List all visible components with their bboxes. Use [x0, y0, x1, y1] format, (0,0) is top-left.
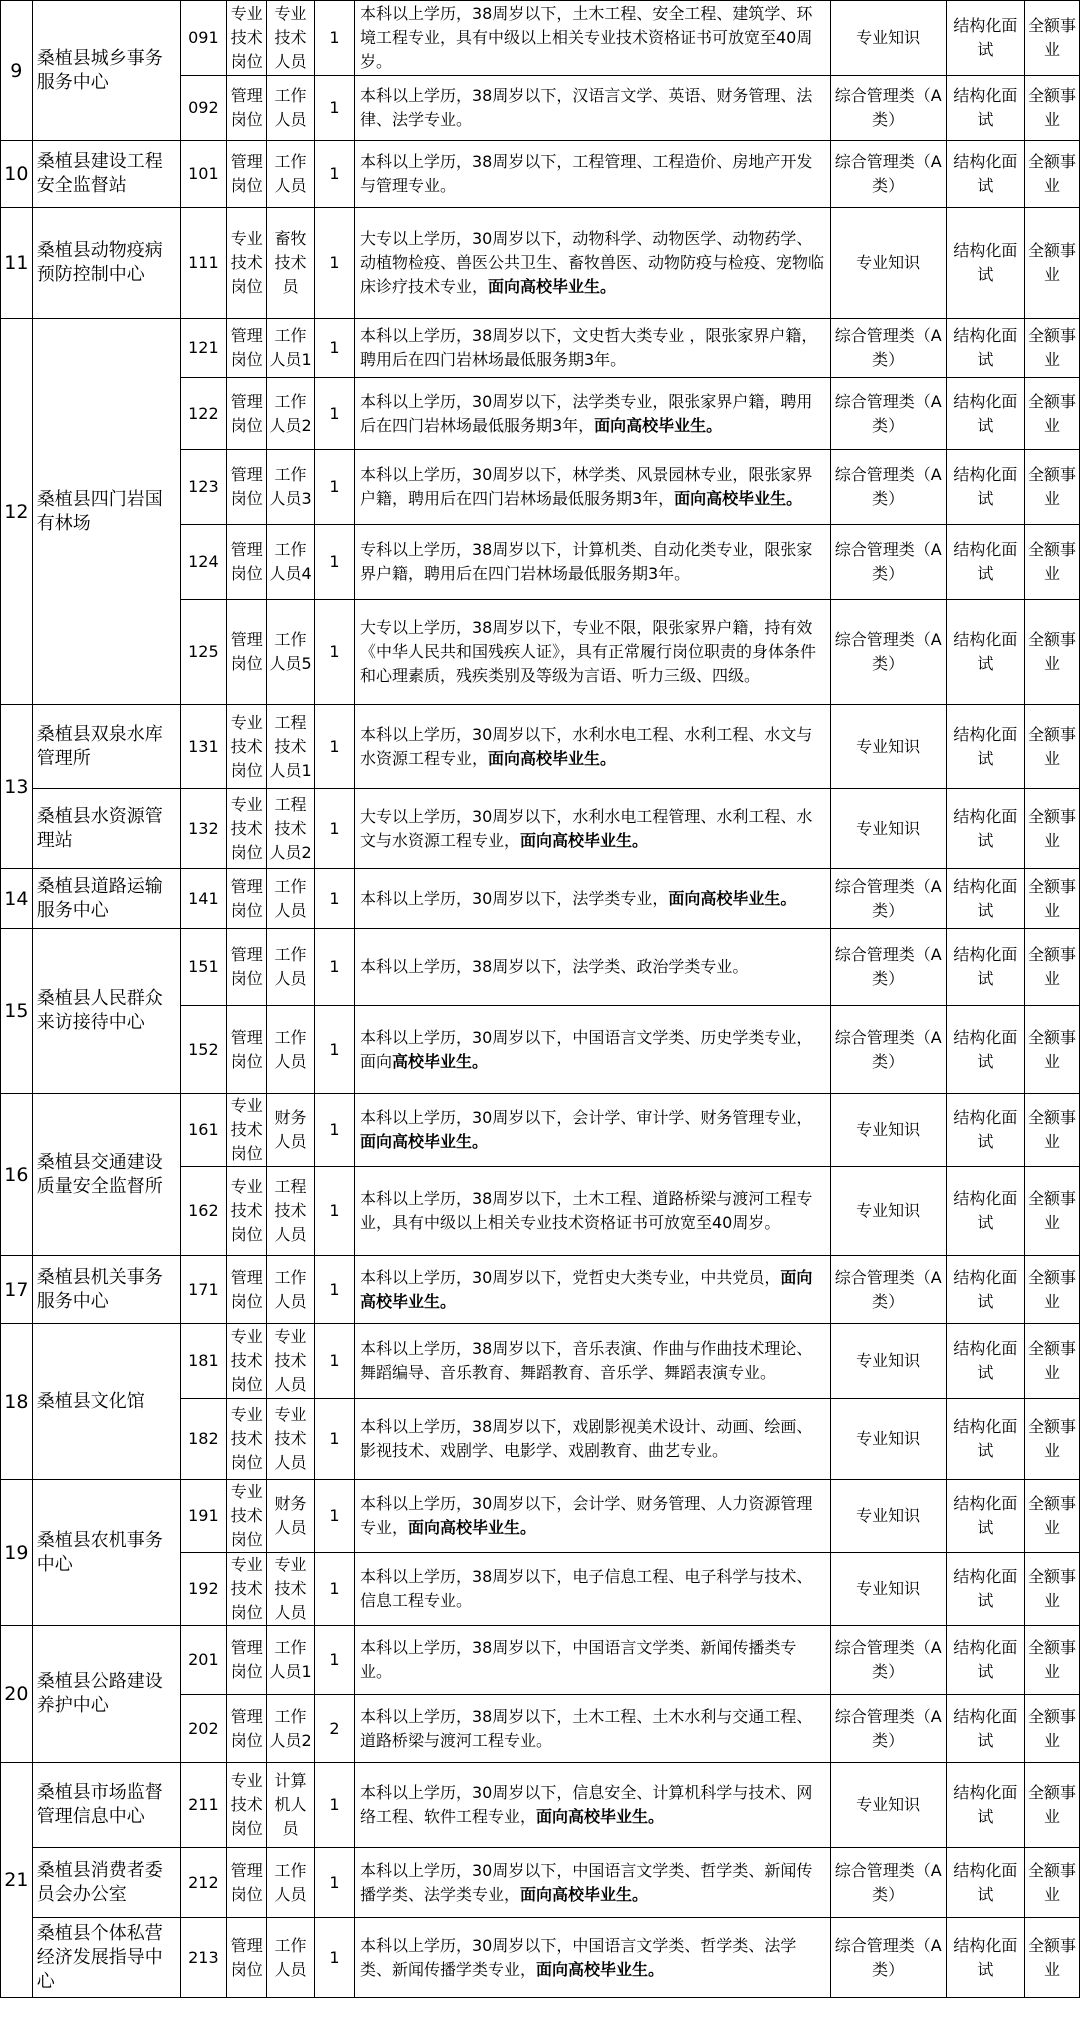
graduates-only-note: 面向高校毕业生。 [536, 1807, 665, 1826]
interview-method: 结构化面试 [946, 600, 1024, 705]
position-name: 工作人员3 [267, 450, 315, 525]
position-code: 201 [180, 1626, 226, 1695]
funding-type: 全额事业 [1024, 1006, 1079, 1094]
requirements: 本科以上学历，38周岁以下，土木工程、安全工程、建筑学、环境工程专业，具有中级以上相关专业技术资格证书可放宽至40周岁。 [354, 1, 830, 76]
position-name: 工作人员 [267, 1006, 315, 1094]
interview-method: 结构化面试 [946, 1695, 1024, 1763]
requirements: 本科以上学历，38周岁以下，中国语言文学类、新闻传播类专业。 [354, 1626, 830, 1695]
table-row [1, 869, 1080, 929]
hire-count: 1 [314, 705, 354, 789]
interview-method: 结构化面试 [946, 1, 1024, 76]
unit-name: 桑植县消费者委员会办公室 [32, 1848, 180, 1918]
position-code: 213 [180, 1918, 226, 1998]
funding-type: 全额事业 [1024, 208, 1079, 319]
table-row [1, 1626, 1080, 1695]
funding-type: 全额事业 [1024, 1918, 1079, 1998]
position-name: 工作人员2 [267, 378, 315, 450]
unit-name: 桑植县道路运输服务中心 [32, 869, 180, 929]
table-row [1, 1324, 1080, 1399]
table-row [1, 1094, 1080, 1167]
funding-type: 全额事业 [1024, 1256, 1079, 1324]
exam-subject: 综合管理类（A 类） [830, 1256, 946, 1324]
exam-subject: 综合管理类（A 类） [830, 869, 946, 929]
position-code: 151 [180, 929, 226, 1006]
group-number: 9 [1, 1, 33, 141]
position-name: 工程技术人员 [267, 1167, 315, 1256]
position-name: 专业技术人员 [267, 1, 315, 76]
position-category: 管理岗位 [227, 450, 267, 525]
graduates-only-note: 面向高校毕业生。 [488, 277, 617, 296]
position-category: 管理岗位 [227, 869, 267, 929]
group-number: 12 [1, 319, 33, 705]
position-category: 管理岗位 [227, 600, 267, 705]
position-code: 192 [180, 1553, 226, 1626]
position-code: 181 [180, 1324, 226, 1399]
requirements: 本科以上学历，38周岁以下，文史哲大类专业 ，限张家界户籍，聘用后在四门岩林场最低服务期3年。 [354, 319, 830, 378]
graduates-only-note: 面向高校毕业生。 [668, 888, 797, 908]
exam-subject: 专业知识 [830, 1763, 946, 1848]
graduates-only-note: 面向高校毕业生。 [488, 748, 617, 768]
interview-method: 结构化面试 [946, 378, 1024, 450]
funding-type: 全额事业 [1024, 1626, 1079, 1695]
requirements: 本科以上学历，30周岁以下，林学类、风景园林专业，限张家界户籍，聘用后在四门岩林场最低服务期3年，面向高校毕业生。 [354, 450, 830, 525]
position-code: 122 [180, 378, 226, 450]
position-code: 182 [180, 1399, 226, 1480]
unit-name: 桑植县人民群众来访接待中心 [32, 929, 180, 1094]
funding-type: 全额事业 [1024, 1480, 1079, 1553]
funding-type: 全额事业 [1024, 1695, 1079, 1763]
group-number: 17 [1, 1256, 33, 1324]
position-name: 工作人员 [267, 1256, 315, 1324]
requirements: 本科以上学历，38周岁以下，汉语言文学、英语、财务管理、法律、法学专业。 [354, 76, 830, 141]
position-name: 工作人员 [267, 1918, 315, 1998]
position-code: 121 [180, 319, 226, 378]
hire-count: 1 [314, 789, 354, 869]
interview-method: 结构化面试 [946, 1167, 1024, 1256]
exam-subject: 专业知识 [830, 1480, 946, 1553]
graduates-only-note: 面向高校毕业生。 [359, 1267, 813, 1311]
position-category: 管理岗位 [227, 1695, 267, 1763]
group-number: 13 [1, 705, 33, 869]
interview-method: 结构化面试 [946, 929, 1024, 1006]
hire-count: 1 [314, 208, 354, 319]
position-name: 畜牧技术员 [267, 208, 315, 319]
hire-count: 1 [314, 1918, 354, 1998]
position-name: 财务人员 [267, 1480, 315, 1553]
position-code: 212 [180, 1848, 226, 1918]
position-category: 管理岗位 [227, 1918, 267, 1998]
requirements: 本科以上学历，30周岁以下，法学类专业，限张家界户籍，聘用后在四门岩林场最低服务期3年，面向高校毕业生。 [354, 378, 830, 450]
exam-subject: 综合管理类（A 类） [830, 76, 946, 141]
graduates-only-note: 面向高校毕业生。 [536, 1959, 665, 1979]
exam-subject: 综合管理类（A 类） [830, 378, 946, 450]
requirements: 本科以上学历，38周岁以下，土木工程、道路桥梁与渡河工程专业，具有中级以上相关专业技术资格证书可放宽至40周岁。 [354, 1167, 830, 1256]
requirements: 本科以上学历，30周岁以下，会计学、审计学、财务管理专业，面向高校毕业生。 [354, 1094, 830, 1167]
interview-method: 结构化面试 [946, 141, 1024, 208]
funding-type: 全额事业 [1024, 705, 1079, 789]
position-name: 专业技术人员 [267, 1399, 315, 1480]
interview-method: 结构化面试 [946, 1848, 1024, 1918]
funding-type: 全额事业 [1024, 1848, 1079, 1918]
group-number: 14 [1, 869, 33, 929]
position-code: 162 [180, 1167, 226, 1256]
position-code: 141 [180, 869, 226, 929]
exam-subject: 专业知识 [830, 1399, 946, 1480]
position-name: 工作人员 [267, 141, 315, 208]
group-number: 21 [1, 1763, 33, 1998]
position-category: 管理岗位 [227, 1626, 267, 1695]
unit-name: 桑植县农机事务中心 [32, 1480, 180, 1626]
interview-method: 结构化面试 [946, 319, 1024, 378]
hire-count: 1 [314, 1324, 354, 1399]
requirements: 本科以上学历，38周岁以下，戏剧影视美术设计、动画、绘画、影视技术、戏剧学、电影学、戏剧教育、曲艺专业。 [354, 1399, 830, 1480]
requirements: 本科以上学历，38周岁以下，电子信息工程、电子科学与技术、信息工程专业。 [354, 1553, 830, 1626]
position-name: 工程技术人员1 [267, 705, 315, 789]
funding-type: 全额事业 [1024, 869, 1079, 929]
hire-count: 1 [314, 929, 354, 1006]
funding-type: 全额事业 [1024, 450, 1079, 525]
exam-subject: 专业知识 [830, 705, 946, 789]
interview-method: 结构化面试 [946, 1480, 1024, 1553]
unit-name: 桑植县个体私营经济发展指导中心 [32, 1918, 180, 1998]
position-code: 091 [180, 1, 226, 76]
hire-count: 2 [314, 1695, 354, 1763]
funding-type: 全额事业 [1024, 1, 1079, 76]
position-name: 工作人员 [267, 869, 315, 929]
group-number: 15 [1, 929, 33, 1094]
position-code: 123 [180, 450, 226, 525]
interview-method: 结构化面试 [946, 869, 1024, 929]
funding-type: 全额事业 [1024, 76, 1079, 141]
funding-type: 全额事业 [1024, 1324, 1079, 1399]
position-code: 131 [180, 705, 226, 789]
position-name: 工作人员5 [267, 600, 315, 705]
interview-method: 结构化面试 [946, 525, 1024, 600]
position-name: 财务人员 [267, 1094, 315, 1167]
unit-name: 桑植县动物疫病预防控制中心 [32, 208, 180, 319]
interview-method: 结构化面试 [946, 450, 1024, 525]
interview-method: 结构化面试 [946, 1324, 1024, 1399]
position-category: 专业技术岗位 [227, 1167, 267, 1256]
position-code: 152 [180, 1006, 226, 1094]
position-category: 专业技术岗位 [227, 1553, 267, 1626]
position-name: 工作人员1 [267, 319, 315, 378]
position-category: 管理岗位 [227, 1848, 267, 1918]
position-name: 计算机人员 [267, 1763, 315, 1848]
hire-count: 1 [314, 1006, 354, 1094]
group-number: 10 [1, 141, 33, 208]
interview-method: 结构化面试 [946, 1763, 1024, 1848]
position-category: 专业技术岗位 [227, 208, 267, 319]
interview-method: 结构化面试 [946, 208, 1024, 319]
position-code: 132 [180, 789, 226, 869]
funding-type: 全额事业 [1024, 141, 1079, 208]
interview-method: 结构化面试 [946, 789, 1024, 869]
funding-type: 全额事业 [1024, 1553, 1079, 1626]
interview-method: 结构化面试 [946, 1553, 1024, 1626]
requirements: 大专以上学历，30周岁以下，水利水电工程管理、水利工程、水文与水资源工程专业，面向高校毕业生。 [354, 789, 830, 869]
unit-name: 桑植县交通建设质量安全监督所 [32, 1094, 180, 1256]
exam-subject: 专业知识 [830, 1553, 946, 1626]
unit-name: 桑植县市场监督管理信息中心 [32, 1763, 180, 1848]
funding-type: 全额事业 [1024, 1763, 1079, 1848]
exam-subject: 综合管理类（A 类） [830, 1006, 946, 1094]
exam-subject: 综合管理类（A 类） [830, 1918, 946, 1998]
position-category: 管理岗位 [227, 1256, 267, 1324]
hire-count: 1 [314, 450, 354, 525]
position-category: 专业技术岗位 [227, 1, 267, 76]
position-name: 工作人员4 [267, 525, 315, 600]
exam-subject: 专业知识 [830, 1167, 946, 1256]
requirements: 本科以上学历，30周岁以下，信息安全、计算机科学与技术、网络工程、软件工程专业，面向高校毕业生。 [354, 1763, 830, 1848]
exam-subject: 综合管理类（A 类） [830, 600, 946, 705]
exam-subject: 专业知识 [830, 208, 946, 319]
position-category: 专业技术岗位 [227, 1094, 267, 1167]
interview-method: 结构化面试 [946, 705, 1024, 789]
group-number: 20 [1, 1626, 33, 1763]
exam-subject: 综合管理类（A 类） [830, 525, 946, 600]
position-code: 111 [180, 208, 226, 319]
table-row [1, 1763, 1080, 1848]
table-row [1, 1918, 1080, 1998]
exam-subject: 专业知识 [830, 789, 946, 869]
unit-name: 桑植县机关事务服务中心 [32, 1256, 180, 1324]
unit-name: 桑植县四门岩国有林场 [32, 319, 180, 705]
hire-count: 1 [314, 1626, 354, 1695]
table-row [1, 1848, 1080, 1918]
interview-method: 结构化面试 [946, 1094, 1024, 1167]
exam-subject: 综合管理类（A 类） [830, 1695, 946, 1763]
graduates-only-note: 面向高校毕业生。 [520, 1884, 649, 1904]
unit-name: 桑植县建设工程安全监督站 [32, 141, 180, 208]
hire-count: 1 [314, 76, 354, 141]
graduates-only-note: 面向高校毕业生。 [359, 1132, 488, 1151]
requirements: 本科以上学历，38周岁以下，法学类、政治学类专业。 [354, 929, 830, 1006]
interview-method: 结构化面试 [946, 1399, 1024, 1480]
position-name: 专业技术人员 [267, 1553, 315, 1626]
position-code: 101 [180, 141, 226, 208]
table-row [1, 141, 1080, 208]
position-category: 管理岗位 [227, 76, 267, 141]
funding-type: 全额事业 [1024, 789, 1079, 869]
position-name: 工作人员 [267, 1848, 315, 1918]
interview-method: 结构化面试 [946, 1256, 1024, 1324]
graduates-only-note: 面向高校毕业生。 [594, 415, 723, 435]
position-code: 125 [180, 600, 226, 705]
table-row [1, 1480, 1080, 1553]
requirements: 本科以上学历，30周岁以下，法学类专业，面向高校毕业生。 [354, 869, 830, 929]
interview-method: 结构化面试 [946, 1918, 1024, 1998]
requirements: 本科以上学历，30周岁以下，党哲史大类专业，中共党员，面向高校毕业生。 [354, 1256, 830, 1324]
position-code: 202 [180, 1695, 226, 1763]
position-code: 092 [180, 76, 226, 141]
graduates-only-note: 高校毕业生。 [392, 1051, 489, 1071]
requirements: 本科以上学历，38周岁以下，音乐表演、作曲与作曲技术理论、舞蹈编导、音乐教育、舞蹈教育、音乐学、舞蹈表演专业。 [354, 1324, 830, 1399]
group-number: 19 [1, 1480, 33, 1626]
requirements: 本科以上学历，38周岁以下，土木工程、土木水利与交通工程、道路桥梁与渡河工程专业。 [354, 1695, 830, 1763]
hire-count: 1 [314, 378, 354, 450]
group-number: 11 [1, 208, 33, 319]
position-category: 专业技术岗位 [227, 1480, 267, 1553]
requirements: 大专以上学历，30周岁以下，动物科学、动物医学、动物药学、动植物检疫、兽医公共卫生、畜牧兽医、动物防疫与检疫、宠物临床诊疗技术专业，面向高校毕业生。 [354, 208, 830, 319]
position-code: 211 [180, 1763, 226, 1848]
position-name: 工作人员 [267, 76, 315, 141]
hire-count: 1 [314, 1256, 354, 1324]
requirements: 本科以上学历，30周岁以下，中国语言文学类、哲学类、新闻传播学类、法学类专业，面向高校毕业生。 [354, 1848, 830, 1918]
hire-count: 1 [314, 600, 354, 705]
exam-subject: 综合管理类（A 类） [830, 929, 946, 1006]
table-row [1, 1, 1080, 76]
exam-subject: 综合管理类（A 类） [830, 1626, 946, 1695]
hire-count: 1 [314, 1, 354, 76]
position-name: 工程技术人员2 [267, 789, 315, 869]
position-category: 专业技术岗位 [227, 1399, 267, 1480]
position-name: 工作人员 [267, 929, 315, 1006]
unit-name: 桑植县公路建设养护中心 [32, 1626, 180, 1763]
graduates-only-note: 面向高校毕业生。 [674, 489, 803, 508]
unit-name: 桑植县双泉水库管理所 [32, 705, 180, 789]
position-code: 161 [180, 1094, 226, 1167]
position-code: 124 [180, 525, 226, 600]
funding-type: 全额事业 [1024, 525, 1079, 600]
exam-subject: 专业知识 [830, 1, 946, 76]
graduates-only-note: 面向高校毕业生。 [520, 830, 649, 850]
unit-name: 桑植县水资源管理站 [32, 789, 180, 869]
table-row [1, 929, 1080, 1006]
position-category: 专业技术岗位 [227, 705, 267, 789]
position-code: 171 [180, 1256, 226, 1324]
hire-count: 1 [314, 141, 354, 208]
position-category: 专业技术岗位 [227, 789, 267, 869]
funding-type: 全额事业 [1024, 1094, 1079, 1167]
group-number: 18 [1, 1324, 33, 1480]
exam-subject: 专业知识 [830, 1094, 946, 1167]
unit-name: 桑植县文化馆 [32, 1324, 180, 1480]
position-name: 工作人员1 [267, 1626, 315, 1695]
exam-subject: 综合管理类（A 类） [830, 450, 946, 525]
unit-name: 桑植县城乡事务服务中心 [32, 1, 180, 141]
requirements: 本科以上学历，30周岁以下，会计学、财务管理、人力资源管理专业，面向高校毕业生。 [354, 1480, 830, 1553]
funding-type: 全额事业 [1024, 1167, 1079, 1256]
funding-type: 全额事业 [1024, 378, 1079, 450]
position-category: 管理岗位 [227, 378, 267, 450]
funding-type: 全额事业 [1024, 600, 1079, 705]
hire-count: 1 [314, 1763, 354, 1848]
funding-type: 全额事业 [1024, 319, 1079, 378]
requirements: 本科以上学历，30周岁以下，水利水电工程、水利工程、水文与水资源工程专业，面向高校毕业生。 [354, 705, 830, 789]
hire-count: 1 [314, 1399, 354, 1480]
group-number: 16 [1, 1094, 33, 1256]
position-name: 专业技术人员 [267, 1324, 315, 1399]
funding-type: 全额事业 [1024, 929, 1079, 1006]
hire-count: 1 [314, 1553, 354, 1626]
hire-count: 1 [314, 319, 354, 378]
hire-count: 1 [314, 1094, 354, 1167]
position-category: 专业技术岗位 [227, 1763, 267, 1848]
exam-subject: 专业知识 [830, 1324, 946, 1399]
requirements: 本科以上学历，38周岁以下，工程管理、工程造价、房地产开发与管理专业。 [354, 141, 830, 208]
table-row [1, 789, 1080, 869]
table-row [1, 208, 1080, 319]
interview-method: 结构化面试 [946, 76, 1024, 141]
interview-method: 结构化面试 [946, 1006, 1024, 1094]
graduates-only-note: 面向高校毕业生。 [408, 1518, 537, 1537]
position-category: 管理岗位 [227, 141, 267, 208]
requirements: 本科以上学历，30周岁以下，中国语言文学类、历史学类专业，面向高校毕业生。 [354, 1006, 830, 1094]
hire-count: 1 [314, 1480, 354, 1553]
position-category: 管理岗位 [227, 929, 267, 1006]
table-row [1, 319, 1080, 378]
exam-subject: 综合管理类（A 类） [830, 319, 946, 378]
position-code: 191 [180, 1480, 226, 1553]
requirements: 本科以上学历，30周岁以下，中国语言文学类、哲学类、法学类、新闻传播学类专业，面向高校毕业生。 [354, 1918, 830, 1998]
hire-count: 1 [314, 525, 354, 600]
requirements: 大专以上学历，38周岁以下，专业不限，限张家界户籍，持有效《中华人民共和国残疾人证》，具有正常履行岗位职责的身体条件和心理素质，残疾类别及等级为言语、听力三级、四级。 [354, 600, 830, 705]
hire-count: 1 [314, 1167, 354, 1256]
position-category: 管理岗位 [227, 1006, 267, 1094]
interview-method: 结构化面试 [946, 1626, 1024, 1695]
exam-subject: 综合管理类（A 类） [830, 141, 946, 208]
exam-subject: 综合管理类（A 类） [830, 1848, 946, 1918]
requirements: 专科以上学历，38周岁以下，计算机类、自动化类专业，限张家界户籍，聘用后在四门岩林场最低服务期3年。 [354, 525, 830, 600]
position-category: 管理岗位 [227, 525, 267, 600]
table-row [1, 705, 1080, 789]
funding-type: 全额事业 [1024, 1399, 1079, 1480]
position-category: 管理岗位 [227, 319, 267, 378]
table-row [1, 1256, 1080, 1324]
position-category: 专业技术岗位 [227, 1324, 267, 1399]
hire-count: 1 [314, 1848, 354, 1918]
position-name: 工作人员2 [267, 1695, 315, 1763]
hire-count: 1 [314, 869, 354, 929]
